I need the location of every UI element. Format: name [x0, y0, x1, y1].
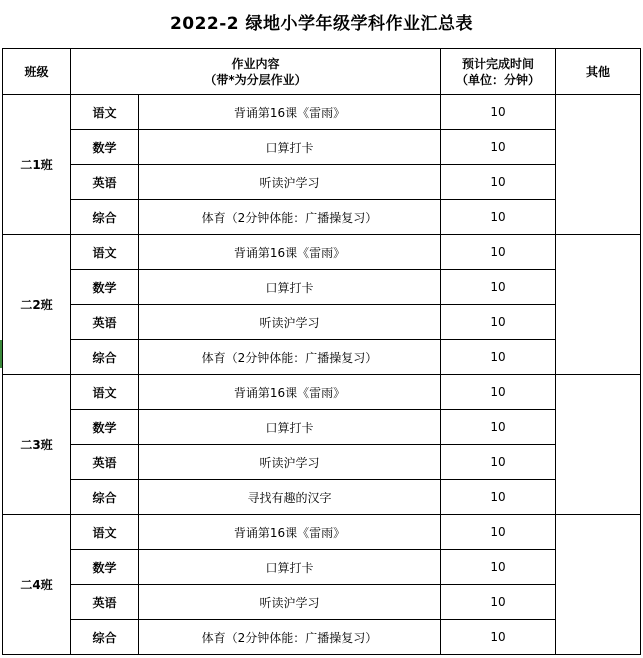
time-cell[interactable]: 10	[441, 95, 556, 130]
header-time-title: 预计完成时间	[461, 56, 534, 71]
subject-cell[interactable]: 数学	[71, 550, 139, 585]
task-cell[interactable]: 体育（2分钟体能：广播操复习）	[139, 200, 441, 235]
subject-cell[interactable]: 数学	[71, 130, 139, 165]
sheet-title: 2022-2 绿地小学年级学科作业汇总表	[169, 14, 474, 34]
task-cell[interactable]: 听读沪学习	[139, 585, 441, 620]
task-cell[interactable]: 口算打卡	[139, 410, 441, 445]
time-cell[interactable]: 10	[441, 515, 556, 550]
subject-cell[interactable]: 语文	[71, 235, 139, 270]
time-cell[interactable]: 10	[441, 200, 556, 235]
table-row	[3, 130, 641, 165]
subject-cell[interactable]: 综合	[71, 620, 139, 655]
header-other[interactable]: 其他	[556, 49, 641, 95]
task-cell[interactable]: 听读沪学习	[139, 445, 441, 480]
header-content-note: （带*为分层作业）	[204, 72, 307, 87]
task-cell[interactable]: 口算打卡	[139, 130, 441, 165]
header-content[interactable]	[71, 49, 441, 95]
time-cell[interactable]: 10	[441, 235, 556, 270]
subject-cell[interactable]: 英语	[71, 445, 139, 480]
table-row	[3, 235, 641, 270]
table-row	[3, 95, 641, 130]
class-name-cell[interactable]: 二4班	[3, 515, 71, 655]
homework-summary-table	[2, 48, 641, 655]
class-name-cell[interactable]: 二3班	[3, 375, 71, 515]
header-class[interactable]: 班级	[3, 49, 71, 95]
subject-cell[interactable]: 语文	[71, 95, 139, 130]
subject-cell[interactable]: 综合	[71, 340, 139, 375]
table-row	[3, 620, 641, 655]
task-cell[interactable]: 背诵第16课《雷雨》	[139, 515, 441, 550]
task-cell[interactable]: 听读沪学习	[139, 165, 441, 200]
other-cell[interactable]	[556, 515, 641, 655]
task-cell[interactable]: 听读沪学习	[139, 305, 441, 340]
table-body	[3, 95, 641, 655]
time-cell[interactable]: 10	[441, 130, 556, 165]
subject-cell[interactable]: 语文	[71, 375, 139, 410]
class-name-cell[interactable]: 二2班	[3, 235, 71, 375]
table-row	[3, 270, 641, 305]
other-cell[interactable]	[556, 95, 641, 235]
header-row	[3, 49, 641, 95]
table-row	[3, 480, 641, 515]
header-content-title: 作业内容	[231, 56, 280, 71]
task-cell[interactable]: 寻找有趣的汉字	[139, 480, 441, 515]
class-name-cell[interactable]: 二1班	[3, 95, 71, 235]
subject-cell[interactable]: 综合	[71, 200, 139, 235]
task-cell[interactable]: 体育（2分钟体能：广播操复习）	[139, 340, 441, 375]
time-cell[interactable]: 10	[441, 480, 556, 515]
subject-cell[interactable]: 数学	[71, 410, 139, 445]
time-cell[interactable]: 10	[441, 620, 556, 655]
table-row	[3, 200, 641, 235]
table-row	[3, 340, 641, 375]
table-row	[3, 515, 641, 550]
time-cell[interactable]: 10	[441, 585, 556, 620]
header-time-unit: （单位：分钟）	[455, 72, 540, 87]
subject-cell[interactable]: 英语	[71, 585, 139, 620]
subject-cell[interactable]: 综合	[71, 480, 139, 515]
task-cell[interactable]: 背诵第16课《雷雨》	[139, 235, 441, 270]
subject-cell[interactable]: 数学	[71, 270, 139, 305]
task-cell[interactable]: 体育（2分钟体能：广播操复习）	[139, 620, 441, 655]
task-cell[interactable]: 背诵第16课《雷雨》	[139, 375, 441, 410]
table-row	[3, 165, 641, 200]
other-cell[interactable]	[556, 375, 641, 515]
time-cell[interactable]: 10	[441, 550, 556, 585]
time-cell[interactable]: 10	[441, 270, 556, 305]
other-cell[interactable]	[556, 235, 641, 375]
table-row	[3, 445, 641, 480]
subject-cell[interactable]: 英语	[71, 305, 139, 340]
time-cell[interactable]: 10	[441, 165, 556, 200]
table-row	[3, 585, 641, 620]
time-cell[interactable]: 10	[441, 410, 556, 445]
time-cell[interactable]: 10	[441, 340, 556, 375]
header-time[interactable]	[441, 49, 556, 95]
task-cell[interactable]: 背诵第16课《雷雨》	[139, 95, 441, 130]
table-row	[3, 305, 641, 340]
subject-cell[interactable]: 英语	[71, 165, 139, 200]
time-cell[interactable]: 10	[441, 305, 556, 340]
time-cell[interactable]: 10	[441, 445, 556, 480]
time-cell[interactable]: 10	[441, 375, 556, 410]
table-row	[3, 410, 641, 445]
task-cell[interactable]: 口算打卡	[139, 550, 441, 585]
subject-cell[interactable]: 语文	[71, 515, 139, 550]
task-cell[interactable]: 口算打卡	[139, 270, 441, 305]
table-row	[3, 550, 641, 585]
table-row	[3, 375, 641, 410]
